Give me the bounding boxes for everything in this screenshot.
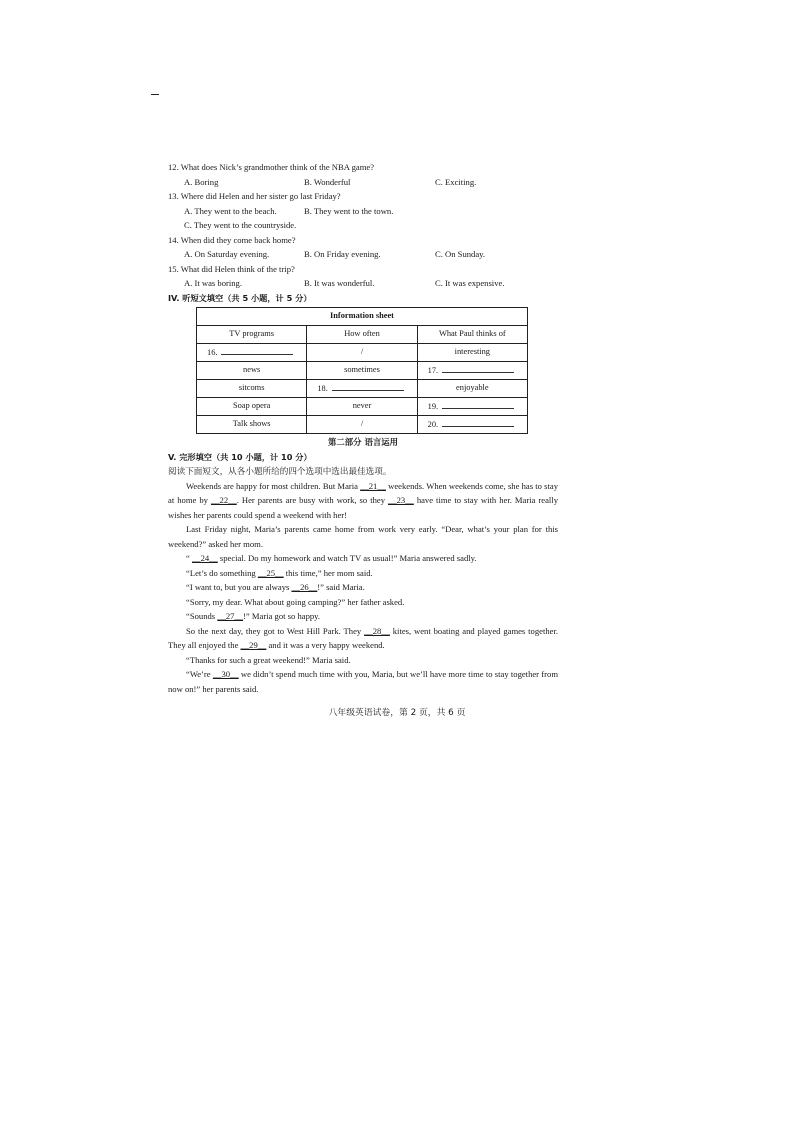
option-c: C. On Sunday. bbox=[435, 249, 486, 259]
blank-19[interactable]: 19. bbox=[417, 398, 527, 416]
blank-25[interactable]: __25__ bbox=[257, 567, 284, 578]
options bbox=[168, 276, 558, 291]
header-how-often: How often bbox=[307, 326, 417, 344]
table-cell: never bbox=[307, 398, 417, 416]
table-cell: sometimes bbox=[307, 362, 417, 380]
table-cell: / bbox=[307, 344, 417, 362]
table-cell: news bbox=[197, 362, 307, 380]
cloze-line-26: “I want to, but you are always __26__!” said Maria. bbox=[186, 582, 365, 592]
question-12 bbox=[168, 160, 558, 189]
question-text: 13. Where did Helen and her sister go last Friday? bbox=[168, 191, 341, 201]
table-row bbox=[197, 416, 528, 434]
blank-29[interactable]: __29__ bbox=[240, 640, 267, 650]
option-b: B. On Friday evening. bbox=[304, 249, 381, 259]
table-title: Information sheet bbox=[197, 308, 528, 326]
cloze-line-24: “ __24__ special. Do my homework and watch TV as usual!” Maria answered sadly. bbox=[186, 553, 477, 563]
corner-mark bbox=[151, 94, 159, 95]
question-15 bbox=[168, 262, 558, 291]
cloze-line-25: “Let’s do something __25__ this time,” her mom said. bbox=[186, 567, 373, 578]
section-5-instruction: 阅读下面短文，从各小题所给的四个选项中选出最佳选项。 bbox=[168, 466, 392, 476]
table-row bbox=[197, 380, 528, 398]
blank-26[interactable]: __26__ bbox=[291, 582, 318, 592]
option-a: A. It was boring. bbox=[184, 278, 242, 288]
option-b: B. They went to the town. bbox=[304, 205, 394, 216]
table-row bbox=[197, 398, 528, 416]
table-cell: / bbox=[307, 416, 417, 434]
option-c: C. They went to the countryside. bbox=[184, 220, 297, 230]
option-c: C. Exciting. bbox=[435, 176, 477, 187]
cloze-line-father: “Sorry, my dear. What about going camping?” her father asked. bbox=[186, 596, 405, 607]
page-footer: 八年级英语试卷，第 2 页，共 6 页 bbox=[328, 708, 466, 718]
table-row bbox=[197, 362, 528, 380]
table-header-row bbox=[197, 326, 528, 344]
question-text: 14. When did they come back home? bbox=[168, 234, 296, 245]
blank-27[interactable]: __27__ bbox=[217, 611, 244, 621]
blank-16[interactable]: 16. bbox=[197, 344, 307, 362]
option-a: A. On Saturday evening. bbox=[184, 249, 270, 259]
blank-21[interactable]: __21__ bbox=[360, 480, 386, 491]
question-text: 12. What does Nick’s grandmother think of the NBA game? bbox=[168, 162, 375, 172]
option-b: B. Wonderful bbox=[304, 176, 351, 187]
blank-28[interactable]: __28__ bbox=[364, 625, 390, 636]
option-a: A. They went to the beach. bbox=[184, 205, 277, 216]
information-sheet-table bbox=[196, 307, 528, 434]
section-5-heading: V. 完形填空（共 10 小题，计 10 分） bbox=[168, 451, 312, 462]
exam-page bbox=[168, 160, 558, 696]
cloze-line-thanks: “Thanks for such a great weekend!” Maria said. bbox=[186, 654, 351, 665]
cloze-paragraph-2: Last Friday night, Maria’s parents came home from work very early. “Dear, what’s your plan for this weekend?” asked her mom. bbox=[168, 524, 558, 549]
question-text: 15. What did Helen think of the trip? bbox=[168, 263, 295, 274]
blank-24[interactable]: __24__ bbox=[191, 553, 218, 563]
header-tv-programs: TV programs bbox=[197, 326, 307, 344]
cloze-paragraph-1: Weekends are happy for most children. But Maria __21__ weekends. When weekends come, she has to stay at home by __22__. Her parents are busy with work, so they __23__ have time to stay with her. Maria really wishes her parents could spend a weekend with her! bbox=[168, 480, 558, 520]
blank-20[interactable]: 20. bbox=[417, 416, 527, 434]
table-cell: Talk shows bbox=[197, 416, 307, 434]
cloze-line-27: “Sounds __27__!” Maria got so happy. bbox=[186, 611, 321, 621]
blank-23[interactable]: __23__ bbox=[388, 495, 414, 505]
option-c: C. It was expensive. bbox=[435, 278, 505, 288]
option-a: A. Boring bbox=[184, 176, 219, 187]
cloze-paragraph-3: So the next day, they got to West Hill Park. They __28__ kites, went boating and played games together. They all enjoyed the __29__ and it was a very happy weekend. bbox=[168, 625, 558, 650]
options bbox=[168, 247, 558, 262]
options bbox=[168, 204, 558, 219]
header-paul-thinks: What Paul thinks of bbox=[417, 326, 527, 344]
options bbox=[168, 175, 558, 190]
blank-17[interactable]: 17. bbox=[417, 362, 527, 380]
blank-30[interactable]: __30__ bbox=[212, 669, 239, 679]
table-cell: Soap opera bbox=[197, 398, 307, 416]
section-4-heading: IV. 听短文填空（共 5 小题，计 5 分） bbox=[168, 292, 312, 303]
table-row bbox=[197, 344, 528, 362]
question-13 bbox=[168, 189, 558, 233]
table-cell: interesting bbox=[417, 344, 527, 362]
part-2-title: 第二部分 语言运用 bbox=[328, 437, 398, 447]
cloze-paragraph-4: “We’re __30__ we didn’t spend much time with you, Maria, but we’ll have more time to stay together from now on!” her parents said. bbox=[168, 669, 558, 694]
table-cell: enjoyable bbox=[417, 380, 527, 398]
table-cell: sitcoms bbox=[197, 380, 307, 398]
blank-22[interactable]: __22__ bbox=[210, 495, 237, 505]
question-14 bbox=[168, 233, 558, 262]
blank-18[interactable]: 18. bbox=[307, 380, 417, 398]
option-b: B. It was wonderful. bbox=[304, 278, 375, 288]
